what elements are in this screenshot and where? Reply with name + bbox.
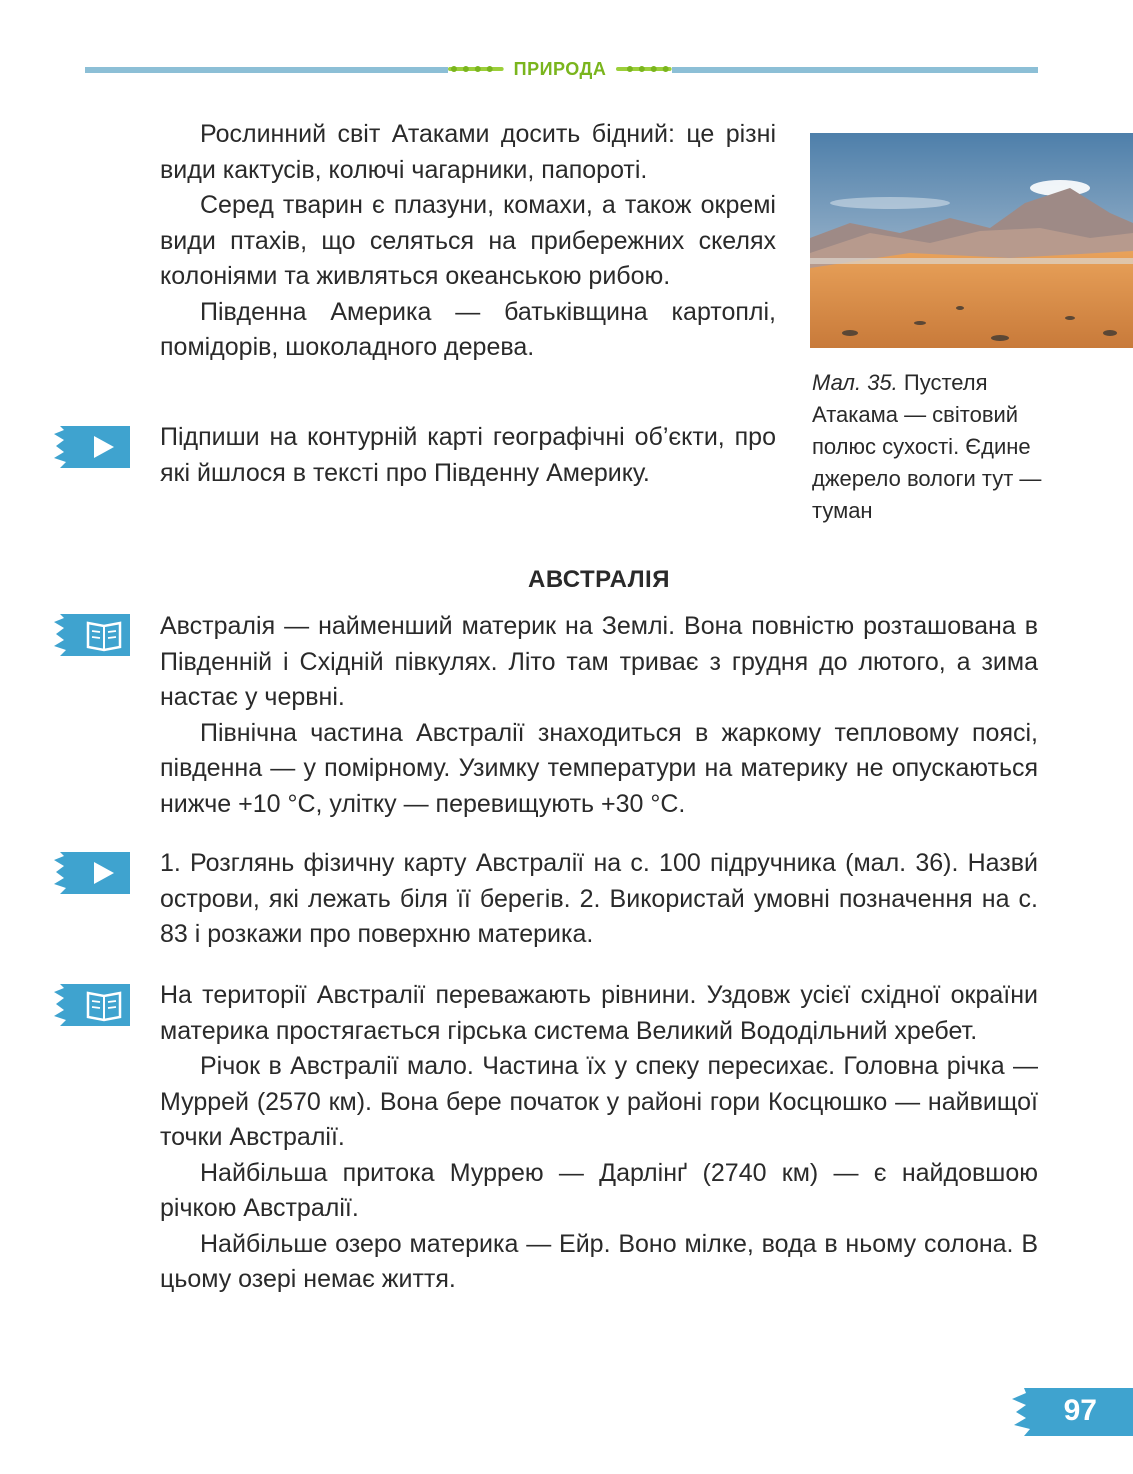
leaf-ornament-right-icon	[616, 65, 672, 73]
figure-caption-text: Пустеля Атакама — світовий полюс сухості. Єдине джерело вологи тут — туман	[812, 370, 1042, 523]
figure-caption-label: Мал. 35.	[812, 370, 898, 395]
intro-text	[160, 117, 776, 366]
info-2-paragraph-4: Найбільше озеро материка — Ейр. Воно мілке, вода в ньому солона. В цьому озері немає життя.	[160, 1229, 1038, 1293]
task-play-icon	[52, 424, 132, 470]
info-2-paragraph-2: Річок в Австралії мало. Частина їх у спеку пересихає. Головна річка — Муррей (2570 км). Вона бере початок у районі гори Косцюшко — найвищої точки Австралії.	[160, 1052, 1038, 1151]
page-number: 97	[1063, 1394, 1097, 1427]
info-1-paragraph-1: Австралія — найменший материк на Землі. Вона повністю розташована в Південній і Східній півкулях. Літо там триває з грудня до лютого, а зима настає у червні.	[160, 612, 1038, 711]
intro-paragraph-1: Рослинний світ Атаками досить бідний: це різні види кактусів, колючі чагарники, папороті.	[160, 120, 776, 184]
info-book-icon	[52, 982, 132, 1028]
info-2-paragraph-1: На території Австралії переважають рівнини. Уздовж усієї східної окраїни материка простягається гірська система Великий Вододільний хребет.	[160, 981, 1038, 1045]
info-book-icon	[52, 612, 132, 658]
task-1-text: Підпиши на контурній карті географічні об’єкти, про які йшлося в тексті про Південну Америку.	[160, 423, 776, 487]
info-2-paragraph-3: Найбільша притока Муррею — Дарлінґ (2740 км) — є найдовшою річкою Австралії.	[160, 1158, 1038, 1222]
section-header	[448, 57, 672, 81]
leaf-ornament-left-icon	[448, 65, 504, 73]
info-1-paragraph-2: Північна частина Австралії знаходиться в жаркому тепловому поясі, південна — у помірному. Узимку температури на материку не опускаються нижче +10 °С, улітку — перевищують +30 °С.	[160, 718, 1038, 818]
desert-landscape-image	[810, 133, 1133, 348]
section-title: АВСТРАЛІЯ	[528, 566, 670, 593]
atacama-desert-photo	[810, 133, 1133, 348]
task-2-text: 1. Розглянь фізичну карту Австралії на с. 100 підручника (мал. 36). Назви́ острови, які лежать біля її берегів. 2. Використай умовні позначення на с. 83 і розкажи про поверхню материка.	[160, 849, 1038, 948]
info-2	[160, 978, 1038, 1298]
intro-paragraph-3: Південна Америка — батьківщина картоплі, помідорів, шоколадного дерева.	[160, 297, 776, 361]
figure-caption	[812, 367, 1052, 527]
section-header-label: ПРИРОДА	[513, 58, 607, 79]
task-2	[160, 846, 1038, 953]
info-1	[160, 609, 1038, 822]
page-number-badge	[1010, 1386, 1133, 1438]
task-1	[160, 420, 776, 491]
task-play-icon	[52, 850, 132, 896]
intro-paragraph-2: Серед тварин є плазуни, комахи, а також окремі види птахів, що селяться на прибережних скелях колоніями та живляться океанською рибою.	[160, 191, 776, 290]
